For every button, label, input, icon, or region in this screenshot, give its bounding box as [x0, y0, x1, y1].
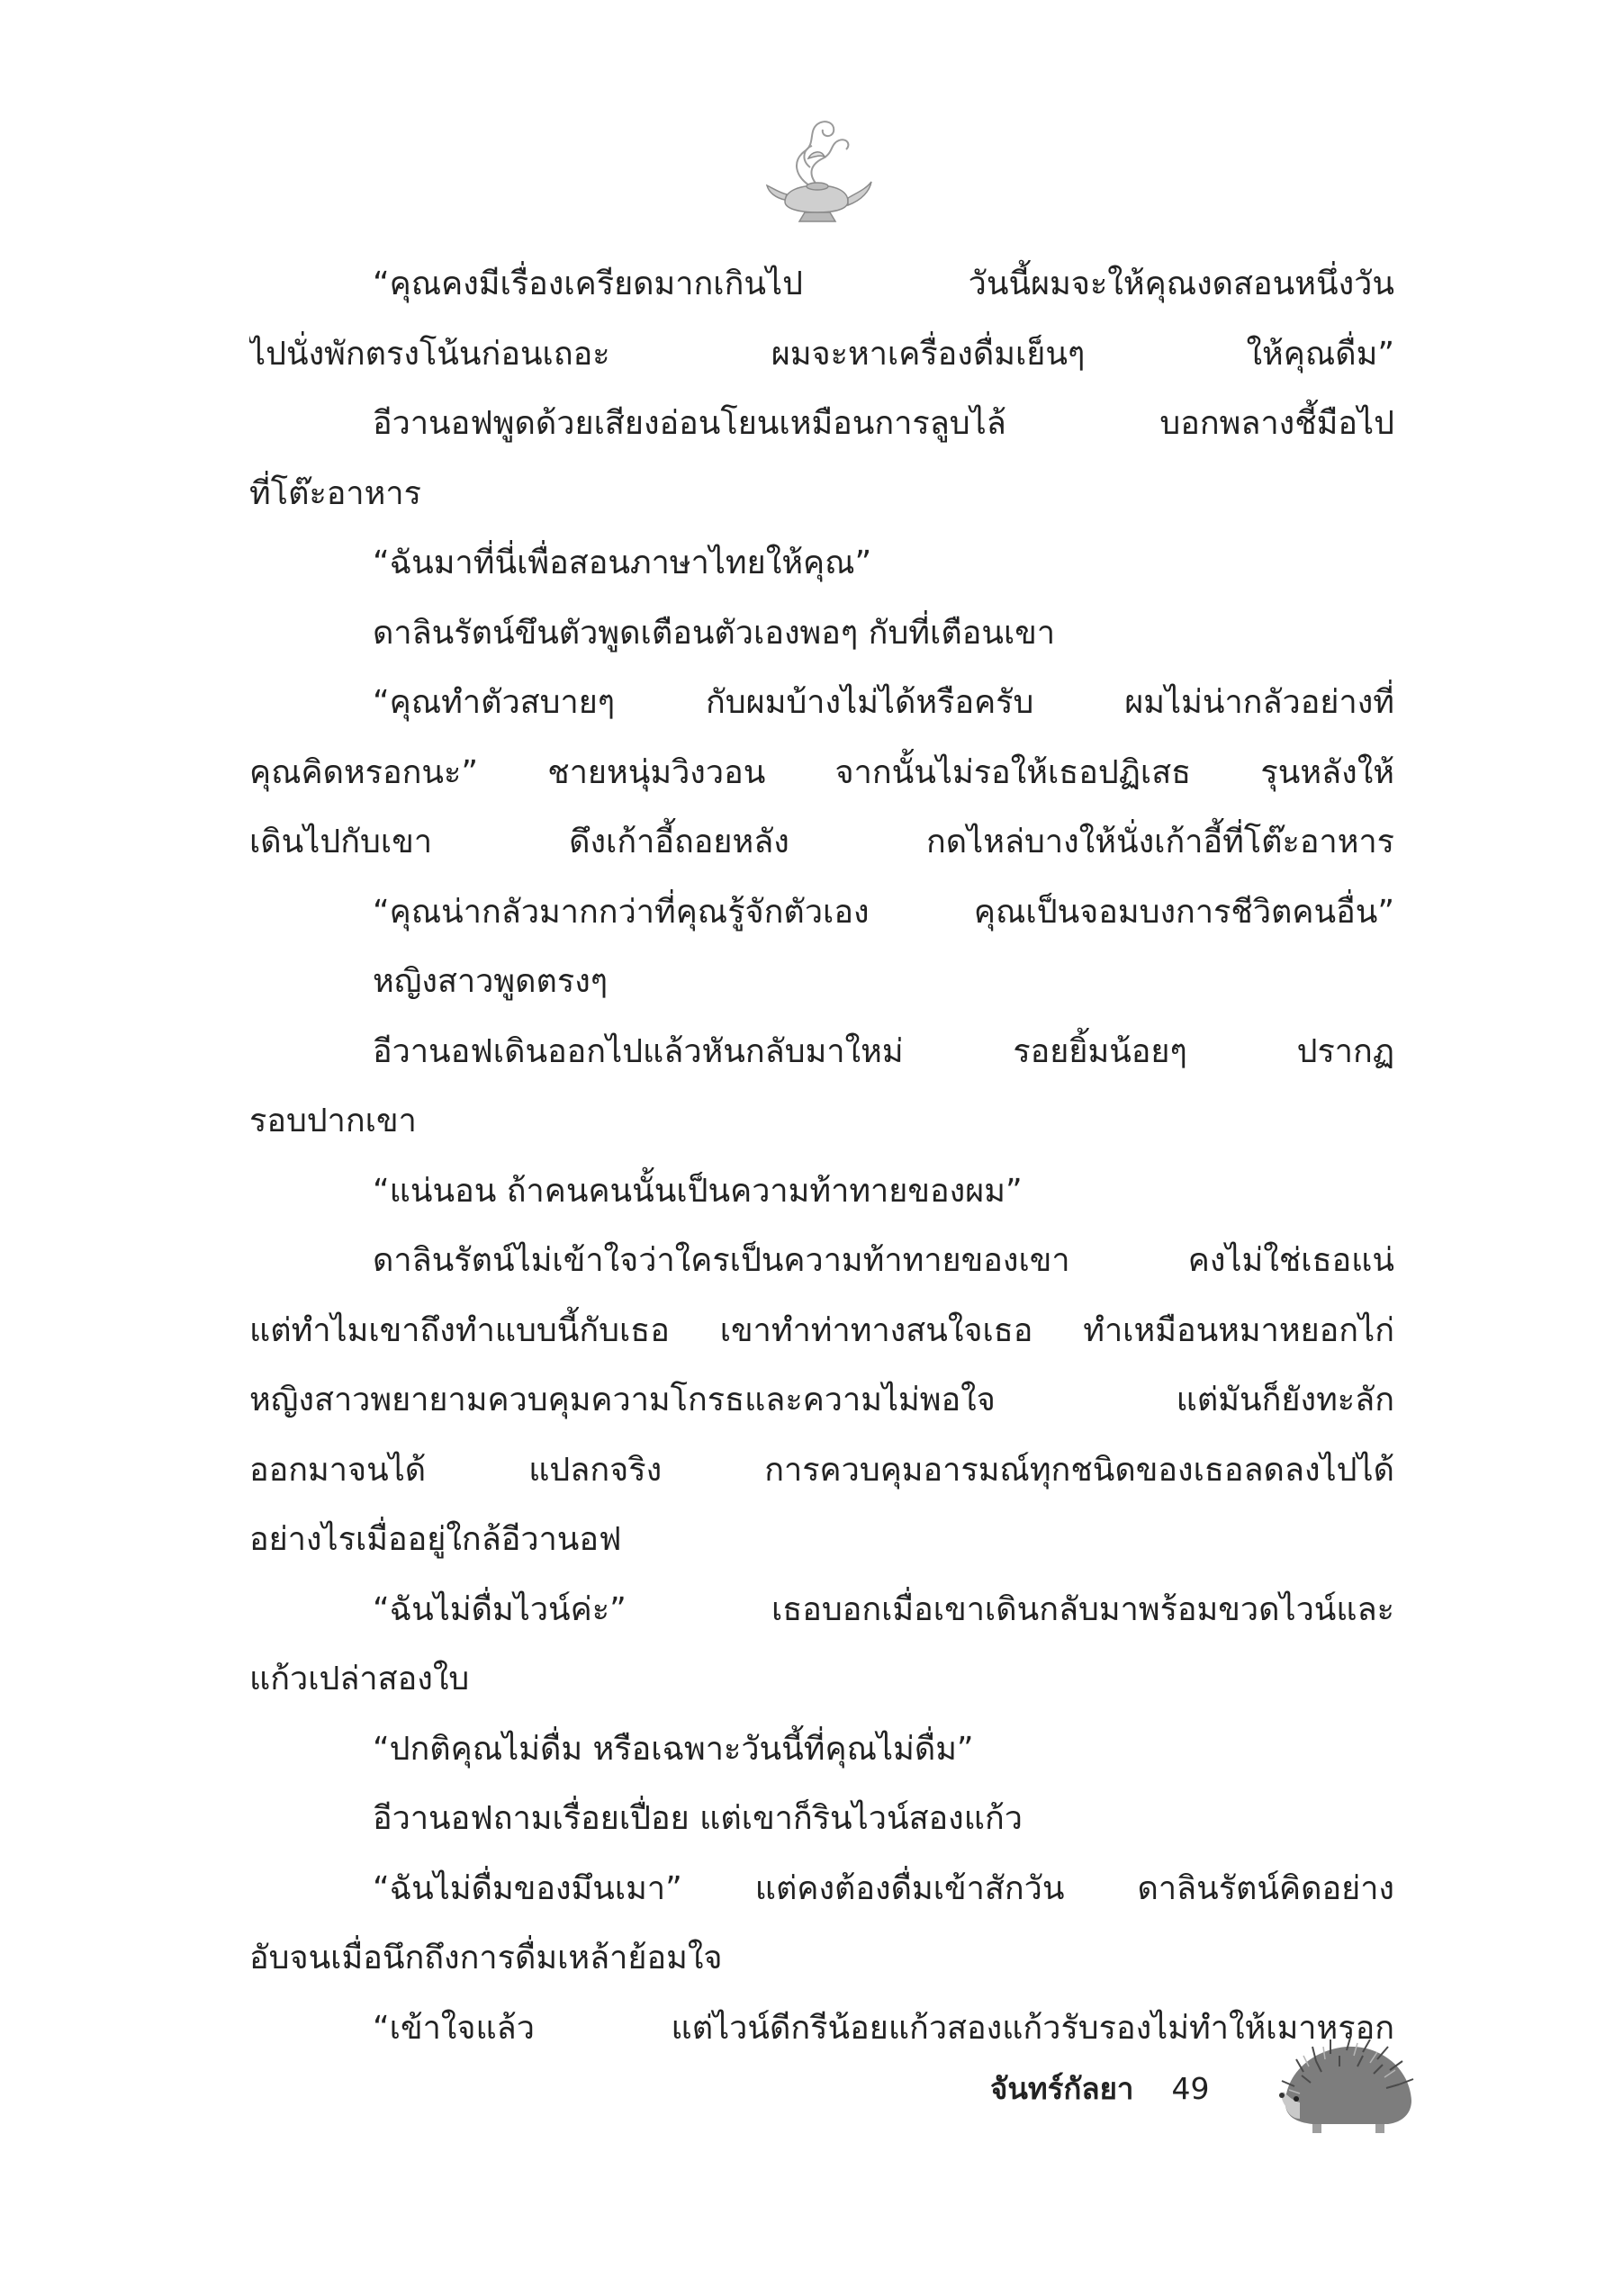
- page-footer: [990, 2061, 1209, 2115]
- text-line: หญิงสาวพูดตรงๆ: [373, 963, 609, 1000]
- text-line: “ฉันไม่ดื่มของมึนเมา” แต่คงต้องดื่มเข้าสักวัน ดาลินรัตน์คิดอย่าง: [373, 1869, 1394, 1907]
- text-line: คุณคิดหรอกนะ” ชายหนุ่มวิงวอน จากนั้นไม่รอให้เธอปฏิเสธ รุนหลังให้: [249, 753, 1394, 791]
- text-line: “คุณน่ากลัวมากกว่าที่คุณรู้จักตัวเอง คุณเป็นจอมบงการชีวิตคนอื่น”: [373, 893, 1394, 931]
- text-line: แก้วเปล่าสองใบ: [249, 1661, 470, 1697]
- text-line: ดาลินรัตน์ไม่เข้าใจว่าใครเป็นความท้าทายของเขา คงไม่ใช่เธอแน่: [373, 1242, 1394, 1279]
- text-line: หญิงสาวพยายามควบคุมความโกรธและความไม่พอใจ แต่มันก็ยังทะลัก: [249, 1382, 1394, 1418]
- text-line: เดินไปกับเขา ดึงเก้าอี้ถอยหลัง กดไหล่บางให้นั่งเก้าอี้ที่โต๊ะอาหาร: [249, 824, 1394, 860]
- text-line: “คุณทำตัวสบายๆ กับผมบ้างไม่ได้หรือครับ ผมไม่น่ากลัวอย่างที่: [373, 684, 1394, 721]
- text-line: ออกมาจนได้ แปลกจริง การควบคุมอารมณ์ทุกชนิดของเธอลดลงไปได้: [249, 1451, 1394, 1489]
- text-line: “แน่นอน ถ้าคนคนนั้นเป็นความท้าทายของผม”: [373, 1172, 1023, 1210]
- text-line: อีวานอฟพูดด้วยเสียงอ่อนโยนเหมือนการลูบไล้ บอกพลางชี้มือไป: [373, 405, 1394, 442]
- text-line: แต่ทำไมเขาถึงทำแบบนี้กับเธอ เขาทำท่าทางสนใจเธอ ทำเหมือนหมาหยอกไก่: [249, 1311, 1394, 1349]
- text-line: อย่างไรเมื่ออยู่ใกล้อีวานอฟ: [249, 1521, 622, 1558]
- book-title: จันทร์กัลยา: [990, 2070, 1134, 2106]
- text-line: “คุณคงมีเรื่องเครียดมากเกินไป วันนี้ผมจะให้คุณงดสอนหนึ่งวัน: [373, 266, 1394, 302]
- text-line: “เข้าใจแล้ว แต่ไวน์ดีกรีน้อยแก้วสองแก้วรับรองไม่ทำให้เมาหรอก: [373, 2009, 1394, 2047]
- body-text: [249, 249, 1394, 2063]
- text-line: รอบปากเขา: [249, 1103, 417, 1139]
- text-line: ดาลินรัตน์ขึนตัวพูดเตือนตัวเองพอๆ กับที่เตือนเขา: [373, 614, 1056, 652]
- text-line: อีวานอฟถามเรื่อยเปื่อย แต่เขาก็รินไวน์สองแก้ว: [373, 1800, 1023, 1837]
- text-line: อับจนเมื่อนึกถึงการดื่มเหล้าย้อมใจ: [249, 1940, 723, 1976]
- text-line: “ฉันไม่ดื่มไวน์ค่ะ” เธอบอกเมื่อเขาเดินกลับมาพร้อมขวดไวน์และ: [373, 1590, 1394, 1628]
- text-line: อีวานอฟเดินออกไปแล้วหันกลับมาใหม่ รอยยิ้มน้อยๆ ปรากฏ: [373, 1032, 1394, 1070]
- text-line: “ปกติคุณไม่ดื่ม หรือเฉพาะวันนี้ที่คุณไม่ดื่ม”: [373, 1730, 974, 1768]
- page-number: 49: [1171, 2070, 1210, 2106]
- text-line: “ฉันมาที่นี่เพื่อสอนภาษาไทยให้คุณ”: [373, 545, 872, 581]
- text-line: ไปนั่งพักตรงโน้นก่อนเถอะ ผมจะหาเครื่องดื่มเย็นๆ ให้คุณดื่ม”: [249, 335, 1394, 373]
- text-line: ที่โต๊ะอาหาร: [249, 474, 421, 512]
- genie-lamp-icon: [758, 104, 875, 230]
- hedgehog-icon: [1276, 2036, 1417, 2139]
